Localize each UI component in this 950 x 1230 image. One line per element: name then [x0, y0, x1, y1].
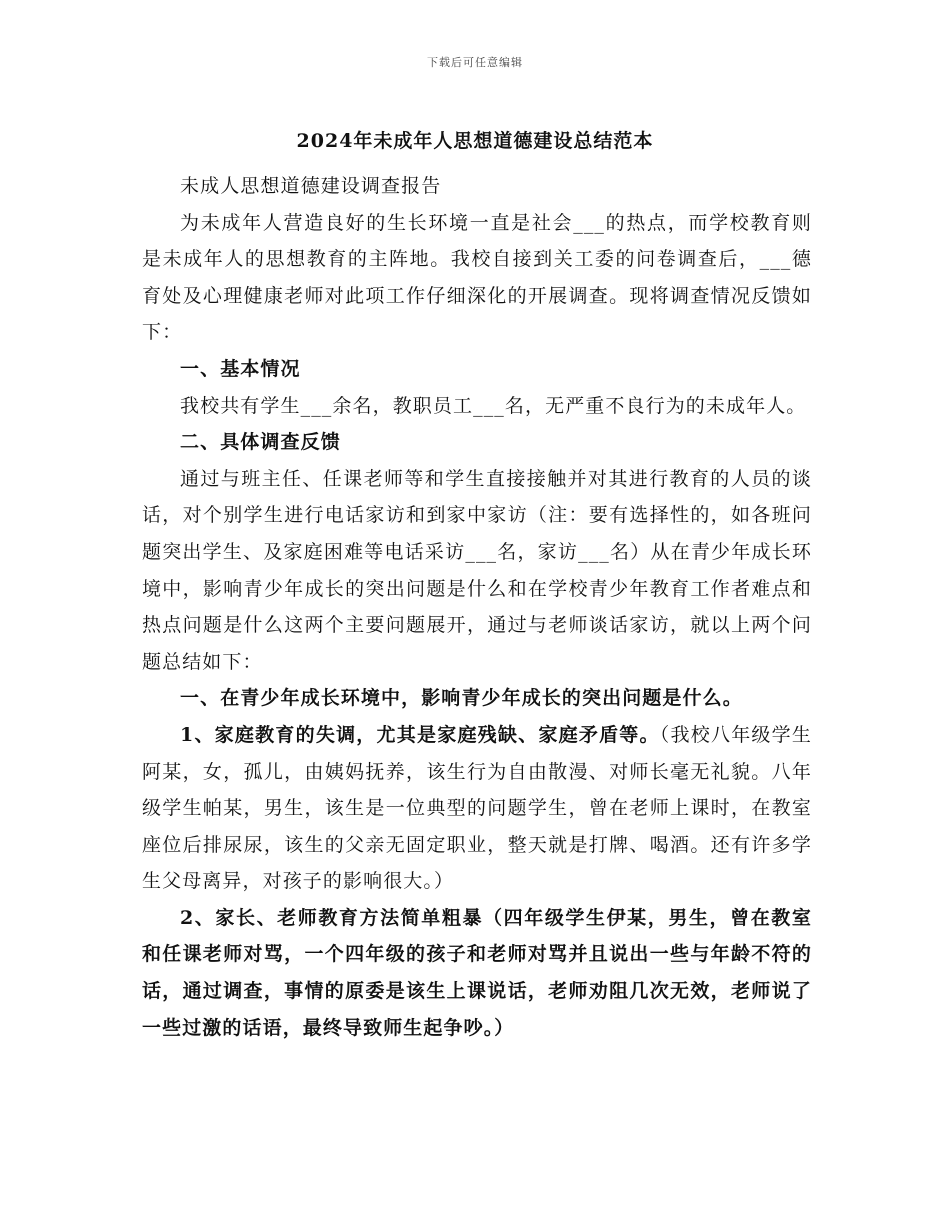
section-heading-basic: 一、基本情况 [180, 357, 301, 380]
section-heading-feedback: 二、具体调查反馈 [180, 431, 341, 454]
feedback-paragraph: 通过与班主任、任课老师等和学生直接接触并对其进行教育的人员的谈话，对个别学生进行电话家访和到家中家访（注：要有选择性的，如各班问题突出学生、及家庭困难等电话采访___名，家访___名）从在青少年成长环境中，影响青少年成长的突出问题是什么和在学校青少年教育工作者难点和热点问题是什么这两个主要问题展开，通过与老师谈话家访，就以上两个问题总结如下： [142, 467, 812, 673]
basic-info-paragraph: 我校共有学生___余名，教职员工___名，无严重不良行为的未成年人。 [180, 394, 807, 417]
document-title: 2024年未成年人思想道德建设总结范本 [296, 130, 654, 152]
page-header: 下载后可任意编辑 [427, 56, 523, 69]
point-1-lead: 1、家庭教育的失调，尤其是家庭残缺、家庭矛盾等。 [180, 723, 660, 746]
intro-paragraph: 为未成年人营造良好的生长环境一直是社会___的热点，而学校教育则是未成年人的思想教育的主阵地。我校自接到关工委的问卷调查后，___德育处及心理健康老师对此项工作仔细深化的开展调查。现将调查情况反馈如下： [142, 211, 812, 344]
subsection-heading-problems: 一、在青少年成长环境中，影响青少年成长的突出问题是什么。 [180, 687, 743, 710]
point-1-paragraph [142, 717, 812, 900]
point-2-paragraph: 2、家长、老师教育方法简单粗暴（四年级学生伊某，男生，曾在教室和任课老师对骂，一个四年级的孩子和老师对骂并且说出一些与年龄不符的话，通过调查，事情的原委是该生上课说话，老师劝阻几次无效，老师说了一些过激的话语，最终导致师生起争吵。） [142, 906, 812, 1039]
document-body [142, 168, 812, 1046]
point-1-detail: （我校八年级学生阿某，女，孤儿，由姨妈抚养，该生行为自由散漫、对师长毫无礼貌。八年级学生帕某，男生，该生是一位典型的问题学生，曾在老师上课时，在教室座位后排尿尿，该生的父亲无固定职业，整天就是打牌、喝酒。还有许多学生父母离异，对孩子的影响很大。） [142, 723, 812, 893]
report-subtitle: 未成人思想道德建设调查报告 [180, 175, 442, 197]
